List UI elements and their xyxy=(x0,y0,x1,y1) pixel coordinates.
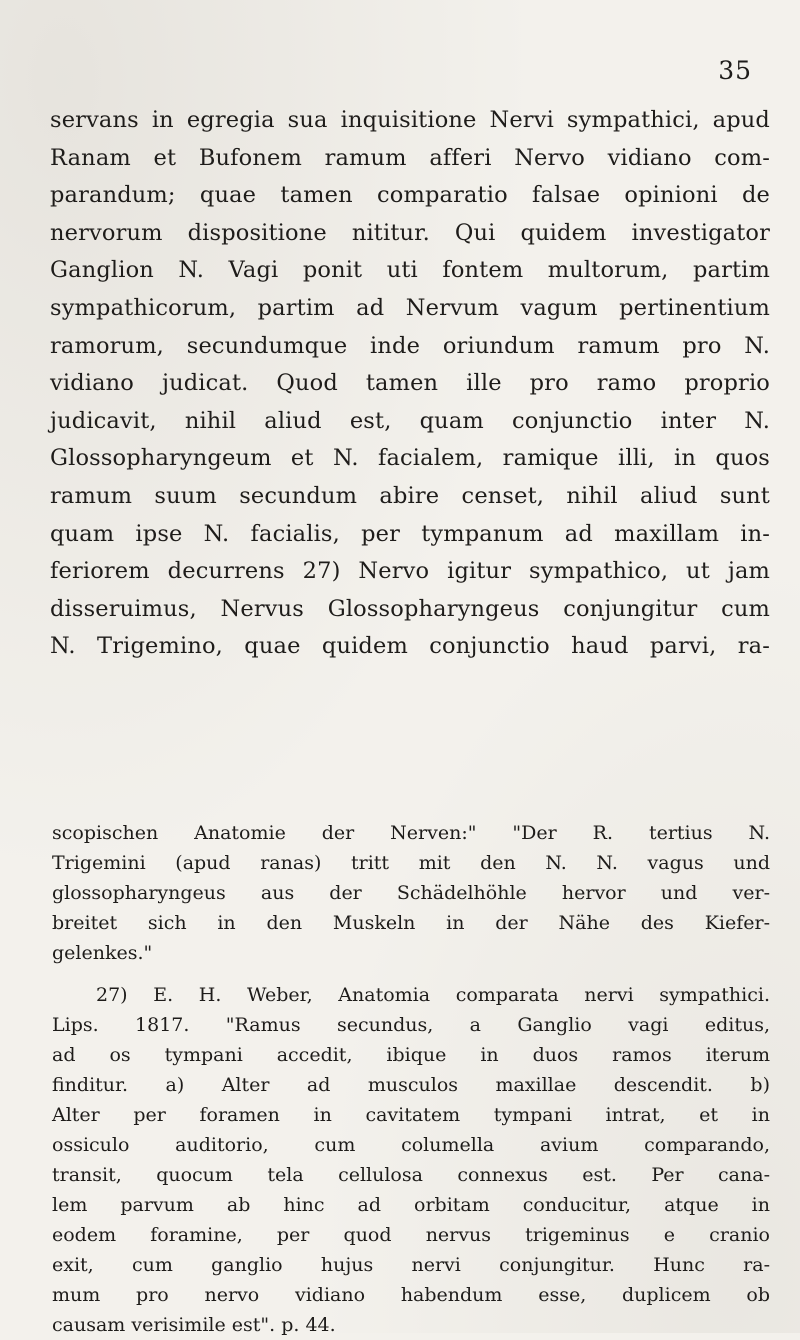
footnote-line: causam verisimile est". p. 44. xyxy=(52,1314,336,1336)
main-text-line: feriorem decurrens 27) Nervo igitur sympathico, ut jam xyxy=(50,558,770,585)
main-text-line: Ganglion N. Vagi ponit uti fontem multorum, partim xyxy=(50,257,770,284)
main-text-line: disseruimus, Nervus Glossopharyngeus conjungitur cum xyxy=(50,595,770,622)
main-text-line: parandum; quae tamen comparatio falsae opinioni de xyxy=(50,182,770,209)
footnote-line: gelenkes." xyxy=(52,942,153,964)
footnote-line: Trigemini (apud ranas) tritt mit den N. N. vagus und xyxy=(52,852,770,874)
footnote-line: ossiculo auditorio, cum columella avium comparando, xyxy=(52,1134,770,1156)
footnote-line: breitet sich in den Muskeln in der Nähe des Kiefer- xyxy=(52,912,770,934)
main-text-line: vidiano judicat. Quod tamen ille pro ramo proprio xyxy=(50,370,770,397)
footnote-line: Alter per foramen in cavitatem tympani intrat, et in xyxy=(52,1104,770,1126)
main-text-line: Glossopharyngeum et N. facialem, ramique illi, in quos xyxy=(50,445,770,472)
footnote-line: glossopharyngeus aus der Schädelhöhle hervor und ver- xyxy=(52,882,770,904)
footnote-line: transit, quocum tela cellulosa connexus est. Per cana- xyxy=(52,1164,770,1186)
footnote-line: Lips. 1817. "Ramus secundus, a Ganglio vagi editus, xyxy=(52,1014,770,1036)
footnote-line: eodem foramine, per quod nervus trigeminus e cranio xyxy=(52,1224,770,1246)
main-text-line: quam ipse N. facialis, per tympanum ad maxillam in- xyxy=(50,520,770,547)
footnote-line: ad os tympani accedit, ibique in duos ramos iterum xyxy=(52,1044,770,1066)
main-text-line: nervorum dispositione nititur. Qui quidem investigator xyxy=(50,219,770,246)
footnote-line: finditur. a) Alter ad musculos maxillae descendit. b) xyxy=(52,1074,770,1096)
main-text-line: servans in egregia sua inquisitione Nervi sympathici, apud xyxy=(50,107,770,133)
footnote-line: exit, cum ganglio hujus nervi conjungitur. Hunc ra- xyxy=(52,1254,770,1276)
footnote-27 xyxy=(52,980,770,1340)
main-text-line: sympathicorum, partim ad Nervum vagum pertinentium xyxy=(50,294,770,321)
page-number: 35 xyxy=(718,56,752,85)
footnotes xyxy=(52,818,770,1340)
main-text-line: judicavit, nihil aliud est, quam conjunctio inter N. xyxy=(50,407,770,434)
main-text xyxy=(50,102,770,666)
footnote-line: mum pro nervo vidiano habendum esse, duplicem ob xyxy=(52,1284,770,1306)
main-text-line: N. Trigemino, quae quidem conjunctio haud parvi, ra- xyxy=(50,633,770,660)
main-text-line: Ranam et Bufonem ramum afferi Nervo vidiano com- xyxy=(50,144,770,171)
footnote-line: lem parvum ab hinc ad orbitam conducitur, atque in xyxy=(52,1194,770,1216)
main-text-line: ramum suum secundum abire censet, nihil aliud sunt xyxy=(50,482,770,509)
footnote-continuation xyxy=(52,818,770,968)
footnote-line: scopischen Anatomie der Nerven:" "Der R. tertius N. xyxy=(52,822,770,844)
footnote-line: 27) E. H. Weber, Anatomia comparata nervi sympathici. xyxy=(96,984,770,1006)
main-text-line: ramorum, secundumque inde oriundum ramum pro N. xyxy=(50,332,770,359)
